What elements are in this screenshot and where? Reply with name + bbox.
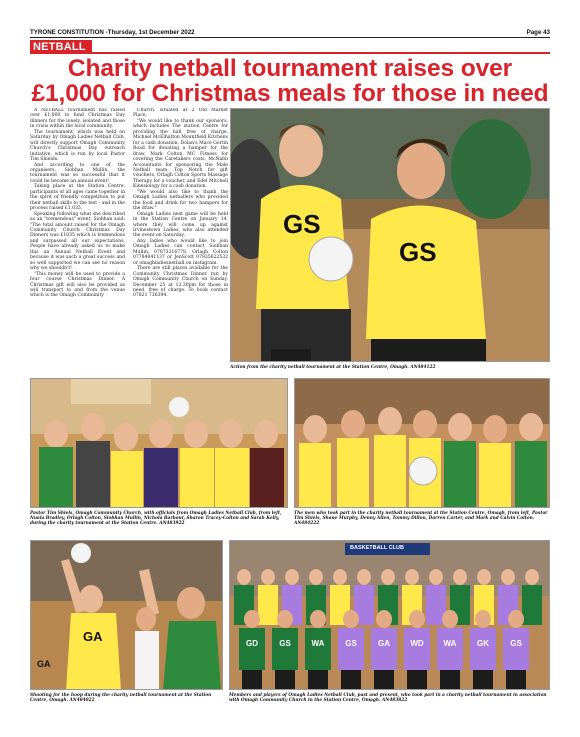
- article-column-2: [133, 108, 228, 348]
- person-head: [237, 569, 251, 585]
- bib-label: GS: [510, 639, 522, 648]
- person-legs: [275, 670, 295, 690]
- photo-officials: [30, 378, 288, 508]
- article-column-1: [30, 108, 125, 348]
- photo-men-players: [294, 378, 550, 508]
- person-head: [525, 569, 539, 585]
- person-body: [503, 628, 529, 670]
- article-paragraph: Church, situated at 2 Old Market Place.: [133, 108, 228, 119]
- bib-label: GS: [345, 639, 357, 648]
- headline: Charity netball tournament raises over £1,000 for Christmas meals for those in need: [31, 55, 549, 107]
- person-legs: [374, 670, 394, 690]
- person-head: [261, 569, 275, 585]
- bib-label: WD: [410, 639, 424, 648]
- bib-label: GK: [477, 639, 489, 648]
- photo-caption-group: Members and players of Omagh Ladies Netball Club, past and present, who took part in a charity netball tournament in association with Omagh Community Church in the Station Centre, Omagh. AN483822: [229, 693, 547, 704]
- person-head: [309, 569, 323, 585]
- person-body: [470, 628, 496, 670]
- person-body: [305, 628, 331, 670]
- article-paragraph: Speaking following what she described as an "tremendous" event, Siobhan said: "The total amount raised for the Omagh Community Church Christmas Day Dinners was £1035 which is tremendous and surpassed all our expectations. People have already asked us to make this an Annual Netball Event and because it was such a great success and so well supported we can see no reason why we shouldn't!: [30, 211, 125, 272]
- person-legs: [407, 670, 427, 690]
- masthead-rule: [30, 37, 550, 38]
- section-rule: [92, 52, 550, 54]
- article-paragraph: Omagh Ladies next game will be held in the Station Centre on January 14, where they will come up against Irvinestown Ladies, who also attended the event on Saturday.: [133, 211, 228, 239]
- person-head: [508, 610, 524, 628]
- person-body: [239, 628, 265, 670]
- banner-text: BASKETBALL CLUB: [350, 545, 404, 551]
- bib-label: GA: [83, 629, 103, 644]
- article-paragraph: "This money will be used to provide a four course Christmas Dinner. A Christmas gift will also be provided as will transport to and from the venue which is the Omagh Community: [30, 271, 125, 299]
- article-paragraph: Any ladies who would like to join Omagh Ladies can contact Siobhan Mullin, 07873216778, Orlagh Colton 07784041137 or JenScott 07835622532 or omaghladiesnetball on instagram.: [133, 238, 228, 266]
- person-body: [338, 628, 364, 670]
- bib-label: GD: [246, 639, 258, 648]
- person-head: [501, 569, 515, 585]
- bib-label: WA: [443, 639, 457, 648]
- article-paragraph: And according to one of the organisers, Siobhan Mullin, the tournament was so successful that it could be become an annual event!: [30, 162, 125, 184]
- article-paragraph: "We would also like to thank the Omagh Ladies netballers who provided the food and drink for two hampers for the draw.": [133, 189, 228, 212]
- person-head: [376, 610, 392, 628]
- article-paragraph: Taking place at the Station Centre, participants of all ages came together in the spirit of friendly competition to put their netball skills to the test - and in the process raised £1,035.: [30, 184, 125, 212]
- person-head: [357, 569, 371, 585]
- photo-shooting: [30, 540, 223, 690]
- person-body: [522, 585, 542, 625]
- person-head: [285, 569, 299, 585]
- bib-label: GS: [279, 639, 291, 648]
- article-paragraph: The tournament, which was held on Saturday by Omagh Ladies Netball Club, will directly support Omagh Community Church's Christmas Day outreach initiative, which is run by local Pastor Tim Shields.: [30, 129, 125, 163]
- person-head: [429, 569, 443, 585]
- article-paragraph: "We would like to thank our sponsors, which includes The station Centre for providing the hall free of charge, Michael McElhatton Mountfield Kitchens for a cash donation, Dolan's Mace Gortin Road for donating a hamper for the draw, Mark Colton MC Fitness for covering the Caretakers costs, McNabb Accountants for sponsoring the Male Netball team, Top Notch for gift vouchers, Orlagh Colton Sports Massage Therapy for a voucher, and Edel Mitchell Kinesiology for a cash donation.: [133, 118, 228, 190]
- person-legs: [242, 670, 262, 690]
- photo-action-shot: [230, 108, 550, 362]
- person-head: [310, 610, 326, 628]
- article-paragraph: A NETBALL tournament has raised over £1,000 to fund Christmas Day dinners for the lonely, isolated and those in crisis within the local community.: [30, 108, 125, 130]
- photo-caption-officials: Pastor Tim Shiels, Omagh Community Church, with officials from Omagh Ladies Netball Club, from left, Nuala Bradley, Orlagh Colton, Siobhan Mullin, Nichola Barbour, Sharon Tracey-Colton and Sarah Kelly, during the charity tournament at the Station Centre. AN483922: [30, 511, 282, 527]
- person-head: [409, 610, 425, 628]
- photo-caption-shooting: Shooting for the hoop during the charity netball tournament at the Station Centre, Omagh. AN484022: [30, 693, 212, 704]
- bib-label: GA: [37, 659, 51, 669]
- person-legs: [440, 670, 460, 690]
- person-head: [475, 610, 491, 628]
- person-head: [343, 610, 359, 628]
- person-body: [258, 585, 278, 625]
- person-legs: [473, 670, 493, 690]
- person-body: [437, 628, 463, 670]
- person-legs: [308, 670, 328, 690]
- photo-group: [229, 540, 550, 690]
- person-head: [244, 610, 260, 628]
- person-head: [277, 610, 293, 628]
- person-head: [442, 610, 458, 628]
- person-body: [404, 628, 430, 670]
- person-head: [381, 569, 395, 585]
- bib-label: GA: [378, 639, 390, 648]
- photo-caption-action: Action from the charity netball tournament at the Station Centre, Omagh. AN484122: [230, 365, 436, 370]
- bib-label: GS: [283, 209, 321, 239]
- person-legs: [506, 670, 526, 690]
- photo-caption-men: The men who took part in the charity netball tournament at the Station Centre, Omagh, from left, Pastor Tim Shiels, Shane Murphy, Denny Allen, Tommy Dillon, Darren Carter, and Mark and Calvin Colton. AN484222: [294, 511, 548, 527]
- person-head: [477, 569, 491, 585]
- person-head: [333, 569, 347, 585]
- section-label: NETBALL: [30, 40, 92, 54]
- person-head: [453, 569, 467, 585]
- person-legs: [341, 670, 361, 690]
- page-number: Page 43: [526, 29, 550, 36]
- person-head: [405, 569, 419, 585]
- person-body: [371, 628, 397, 670]
- masthead-date: TYRONE CONSTITUTION -Thursday, 1st December 2022: [30, 29, 195, 36]
- person-body: [272, 628, 298, 670]
- bib-label: WA: [311, 639, 325, 648]
- bib-label: GS: [399, 237, 437, 267]
- article-paragraph: There are still places available for the Community Christmas Dinner run by Omagh Community Church on Sunday, December 25 at 12.30pm for those in need, free of charge. To book contact 07821 736394.: [133, 266, 228, 299]
